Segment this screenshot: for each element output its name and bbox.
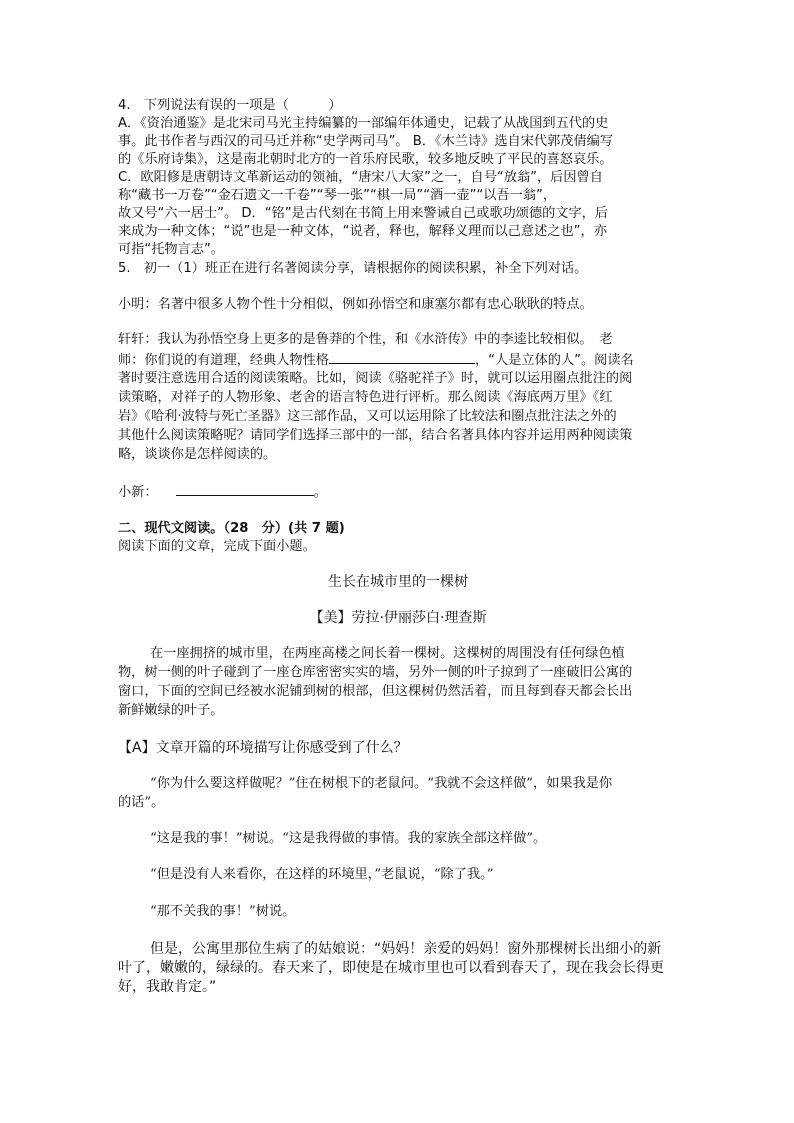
dialogue-xiaoxin: 小新： 。 — [118, 485, 327, 500]
section-heading: 二、现代文阅读。（28 分）(共 7 题) — [118, 521, 345, 536]
dialogue-xuanxuan: 轩轩：我认为孙悟空身上更多的是鲁莽的个性，和《水浒传》中的李逵比较相似。 老 — [118, 332, 613, 347]
dialogue-teacher-line: 读策略，对祥子的人物形象、老舍的语言特色进行评析。那么阅读《海底两万里》《红 — [118, 390, 613, 405]
paragraph-5: “那不关我的事！”树说。 — [150, 904, 296, 919]
paragraph-2-line: 的话”。 — [118, 795, 165, 810]
section-instruction: 阅读下面的文章，完成下面小题。 — [118, 539, 316, 554]
dialogue-teacher-line: 略，谈谈你是怎样阅读的。 — [118, 447, 277, 462]
question-4-line: 事。此书作者与西汉的司马迁并称“史学两司马”。 B．《木兰诗》选自宋代郭茂倩编写 — [118, 134, 614, 149]
paragraph-6-line: 叶了，嫩嫩的，绿绿的。春天来了，即使是在城市里也可以看到春天了，现在我会长得更 — [118, 960, 664, 976]
dialogue-teacher-line: 著时要注意选用合适的阅读策略。比如，阅读《骆驼祥子》时，就可以运用圈点批注的阅 — [118, 371, 633, 386]
question-5-stem: 5. 初一（1）班正在进行名著阅读分享，请根据你的阅读积累，补全下列对话。 — [118, 261, 588, 276]
paragraph-4: “但是没有人来看你，在这样的环境里，”老鼠说，“除了我。” — [150, 867, 494, 882]
article-author: 【美】劳拉·伊丽莎白·理查斯 — [309, 610, 487, 626]
paragraph-6-line: 但是，公寓里那位生病了的姑娘说：“妈妈！亲爱的妈妈！窗外那棵树长出细小的新 — [150, 941, 662, 957]
paragraph-1-line: 新鲜嫩绿的叶子。 — [118, 703, 224, 718]
question-4-stem: 4. 下列说法有误的一项是（ ） — [118, 98, 342, 113]
dialogue-teacher-line: 岩》《哈利·波特与死亡圣器》这三部作品，又可以运用除了比较法和圈点批注法之外的 — [118, 409, 617, 424]
paragraph-1-line: 在一座拥挤的城市里，在两座高楼之间长着一棵树。这棵树的周围没有任何绿色植 — [150, 646, 625, 661]
answer-blank-2[interactable] — [176, 483, 314, 496]
question-a: 【A】文章开篇的环境描写让你感受到了什么？ — [118, 740, 408, 756]
paragraph-2-line: “你为什么要这样做呢？”住在树根下的老鼠问。“我就不会这样做”，如果我是你 — [150, 776, 613, 791]
question-4-line: C．欧阳修是唐朝诗文革新运动的领袖，“唐宋八大家”之一，自号“放翁”，后因曾自 — [118, 170, 603, 185]
dialogue-xiaoming: 小明：名著中很多人物个性十分相似，例如孙悟空和康塞尔都有忠心耿耿的特点。 — [118, 297, 593, 312]
article-title: 生长在城市里的一棵树 — [328, 574, 468, 590]
question-4-line: 故又号“六一居士”。 D．“铭”是古代刻在书简上用来警诫自己或歌功颂德的文字，后 — [118, 206, 609, 221]
paragraph-3: “这是我的事！”树说。“这是我得做的事情。我的家族全部这样做”。 — [150, 831, 547, 846]
paragraph-1-line: 窗口，下面的空间已经被水泥铺到树的根部，但这棵树仍然活着，而且每到春天都会长出 — [118, 684, 633, 699]
question-4-line: 来成为一种文体；“说”也是一种文体，“说者，释也，解释义理而以己意述之也”，亦 — [118, 224, 607, 239]
answer-blank-1[interactable] — [329, 351, 475, 364]
dialogue-teacher-line: 师：你们说的有道理，经典人物性格 ，“人是立体的人”。阅读名 — [118, 353, 634, 368]
paragraph-6-line: 好，我敢肯定。” — [118, 979, 217, 995]
question-4-line: 的《乐府诗集》，这是南北朝时北方的一首乐府民歌，较多地反映了平民的喜怒哀乐。 — [118, 152, 613, 167]
question-4-line: A．《资治通鉴》是北宋司马光主持编纂的一部编年体通史，记载了从战国到五代的史 — [118, 116, 609, 131]
question-4-line: 称“藏书一万卷”“金石遗文一千卷”“琴一张”“棋一局”“酒一壶”“以吾一翁”， — [118, 188, 557, 203]
question-4-line: 可指“托物言志”。 — [118, 242, 224, 257]
paragraph-1-line: 物，树一侧的叶子碰到了一座仓库密密实实的墙，另外一侧的叶子掠到了一座破旧公寓的 — [118, 665, 633, 680]
dialogue-teacher-line: 其他什么阅读策略呢？请同学们选择三部中的一部，结合名著具体内容并运用两种阅读策 — [118, 428, 633, 443]
